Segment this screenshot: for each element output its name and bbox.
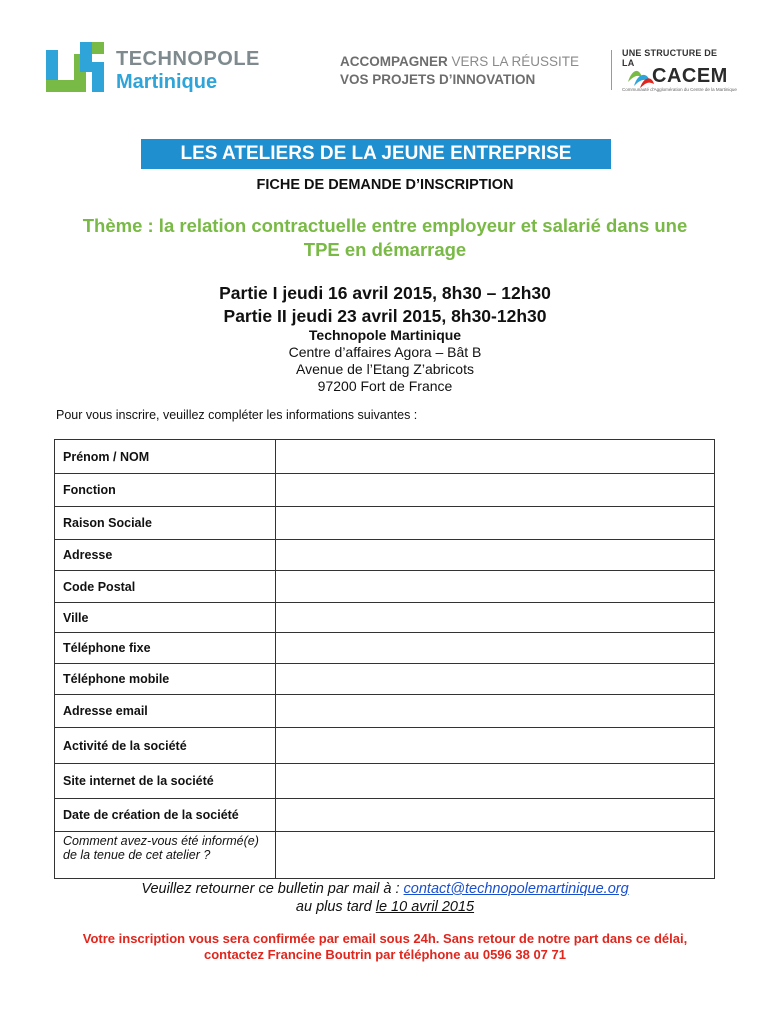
form-row	[55, 474, 715, 507]
form-row	[55, 571, 715, 603]
cacem-logo	[622, 48, 737, 100]
raison-sociale-input[interactable]	[276, 515, 714, 532]
site-internet-input[interactable]	[276, 773, 714, 790]
ville-input[interactable]	[276, 609, 714, 626]
field-label: Adresse email	[55, 695, 276, 728]
form-row	[55, 603, 715, 633]
field-input-raison-sociale[interactable]	[276, 507, 715, 540]
venue-line-2: Avenue de l’Etang Z’abricots	[296, 361, 474, 377]
field-label: Ville	[55, 603, 276, 633]
notice-line-1: Votre inscription vous sera confirmée par email sous 24h. Sans retour de notre part dans ce délai,	[82, 931, 688, 946]
date-creation-input[interactable]	[276, 807, 714, 824]
field-input-telephone-mobile[interactable]	[276, 664, 715, 695]
contact-email-link[interactable]: contact@technopolemartinique.org	[403, 881, 629, 897]
email-input[interactable]	[276, 703, 714, 720]
notice-line-2: contactez Francine Boutrin par téléphone au 0596 38 07 71	[204, 947, 566, 962]
field-input-comment[interactable]	[276, 832, 715, 879]
field-label-question: Comment avez-vous été informé(e) de la tenue de cet atelier ?	[55, 832, 276, 879]
field-label: Date de création de la société	[55, 799, 276, 832]
return-text: Veuillez retourner ce bulletin par mail à :	[141, 881, 404, 897]
registration-form	[54, 439, 715, 879]
header-divider	[611, 50, 612, 90]
field-label: Code Postal	[55, 571, 276, 603]
cacem-subtitle: Communauté d'Agglomération du Centre de la Martinique	[622, 87, 737, 92]
logo-subtitle: Martinique	[116, 71, 218, 93]
comment-input[interactable]	[276, 847, 714, 864]
logo-title: TECHNOPOLE	[116, 48, 260, 70]
form-row	[55, 440, 715, 474]
structure-label: UNE STRUCTURE DE LA	[622, 48, 718, 68]
deadline	[0, 899, 770, 915]
form-intro: Pour vous inscrire, veuillez compléter les informations suivantes :	[56, 408, 418, 422]
field-input-telephone-fixe[interactable]	[276, 633, 715, 664]
code-postal-input[interactable]	[276, 578, 714, 595]
field-label: Adresse	[55, 540, 276, 571]
prenom-nom-input[interactable]	[276, 448, 714, 465]
form-row	[55, 728, 715, 764]
field-input-email[interactable]	[276, 695, 715, 728]
activite-input[interactable]	[276, 737, 714, 754]
form-row	[55, 764, 715, 799]
session-2: Partie II jeudi 23 avril 2015, 8h30-12h30	[223, 306, 547, 326]
tagline-line2: VOS PROJETS D’INNOVATION	[340, 72, 536, 87]
form-row	[55, 799, 715, 832]
return-instructions	[0, 881, 770, 897]
theme-title	[30, 214, 740, 262]
field-label: Téléphone fixe	[55, 633, 276, 664]
field-input-date-creation[interactable]	[276, 799, 715, 832]
tagline	[340, 53, 579, 89]
form-row	[55, 507, 715, 540]
field-label: Téléphone mobile	[55, 664, 276, 695]
theme-line-1: Thème : la relation contractuelle entre employeur et salarié dans une	[82, 215, 688, 236]
session-1: Partie I jeudi 16 avril 2015, 8h30 – 12h30	[219, 283, 551, 303]
venue-name: Technopole Martinique	[308, 327, 462, 343]
field-label: Raison Sociale	[55, 507, 276, 540]
field-input-adresse[interactable]	[276, 540, 715, 571]
field-label: Site internet de la société	[55, 764, 276, 799]
venue-line-3: 97200 Fort de France	[317, 378, 453, 394]
tagline-bold: ACCOMPAGNER	[340, 54, 448, 69]
field-input-code-postal[interactable]	[276, 571, 715, 603]
form-row	[55, 664, 715, 695]
field-input-activite[interactable]	[276, 728, 715, 764]
page-title-banner: LES ATELIERS DE LA JEUNE ENTREPRISE	[141, 139, 611, 169]
deadline-date: le 10 avril 2015	[375, 899, 475, 915]
form-row	[55, 540, 715, 571]
tagline-light: VERS LA RÉUSSITE	[451, 54, 580, 69]
field-input-ville[interactable]	[276, 603, 715, 633]
fonction-input[interactable]	[276, 482, 714, 499]
field-input-prenom-nom[interactable]	[276, 440, 715, 474]
field-label: Fonction	[55, 474, 276, 507]
form-row	[55, 832, 715, 879]
venue-line-1: Centre d’affaires Agora – Bât B	[288, 344, 482, 360]
telephone-mobile-input[interactable]	[276, 671, 714, 688]
form-row	[55, 695, 715, 728]
form-subtitle: FICHE DE DEMANDE D’INSCRIPTION	[256, 177, 514, 193]
field-label: Activité de la société	[55, 728, 276, 764]
field-input-site-internet[interactable]	[276, 764, 715, 799]
field-label: Prénom / NOM	[55, 440, 276, 474]
deadline-prefix: au plus tard	[295, 899, 376, 915]
form-row	[55, 633, 715, 664]
telephone-fixe-input[interactable]	[276, 640, 714, 657]
technopole-logo	[44, 40, 274, 102]
field-input-fonction[interactable]	[276, 474, 715, 507]
theme-line-2: TPE en démarrage	[303, 239, 467, 260]
cacem-name: CACEM	[652, 65, 728, 87]
adresse-input[interactable]	[276, 547, 714, 564]
technopole-logo-icon	[44, 40, 106, 102]
